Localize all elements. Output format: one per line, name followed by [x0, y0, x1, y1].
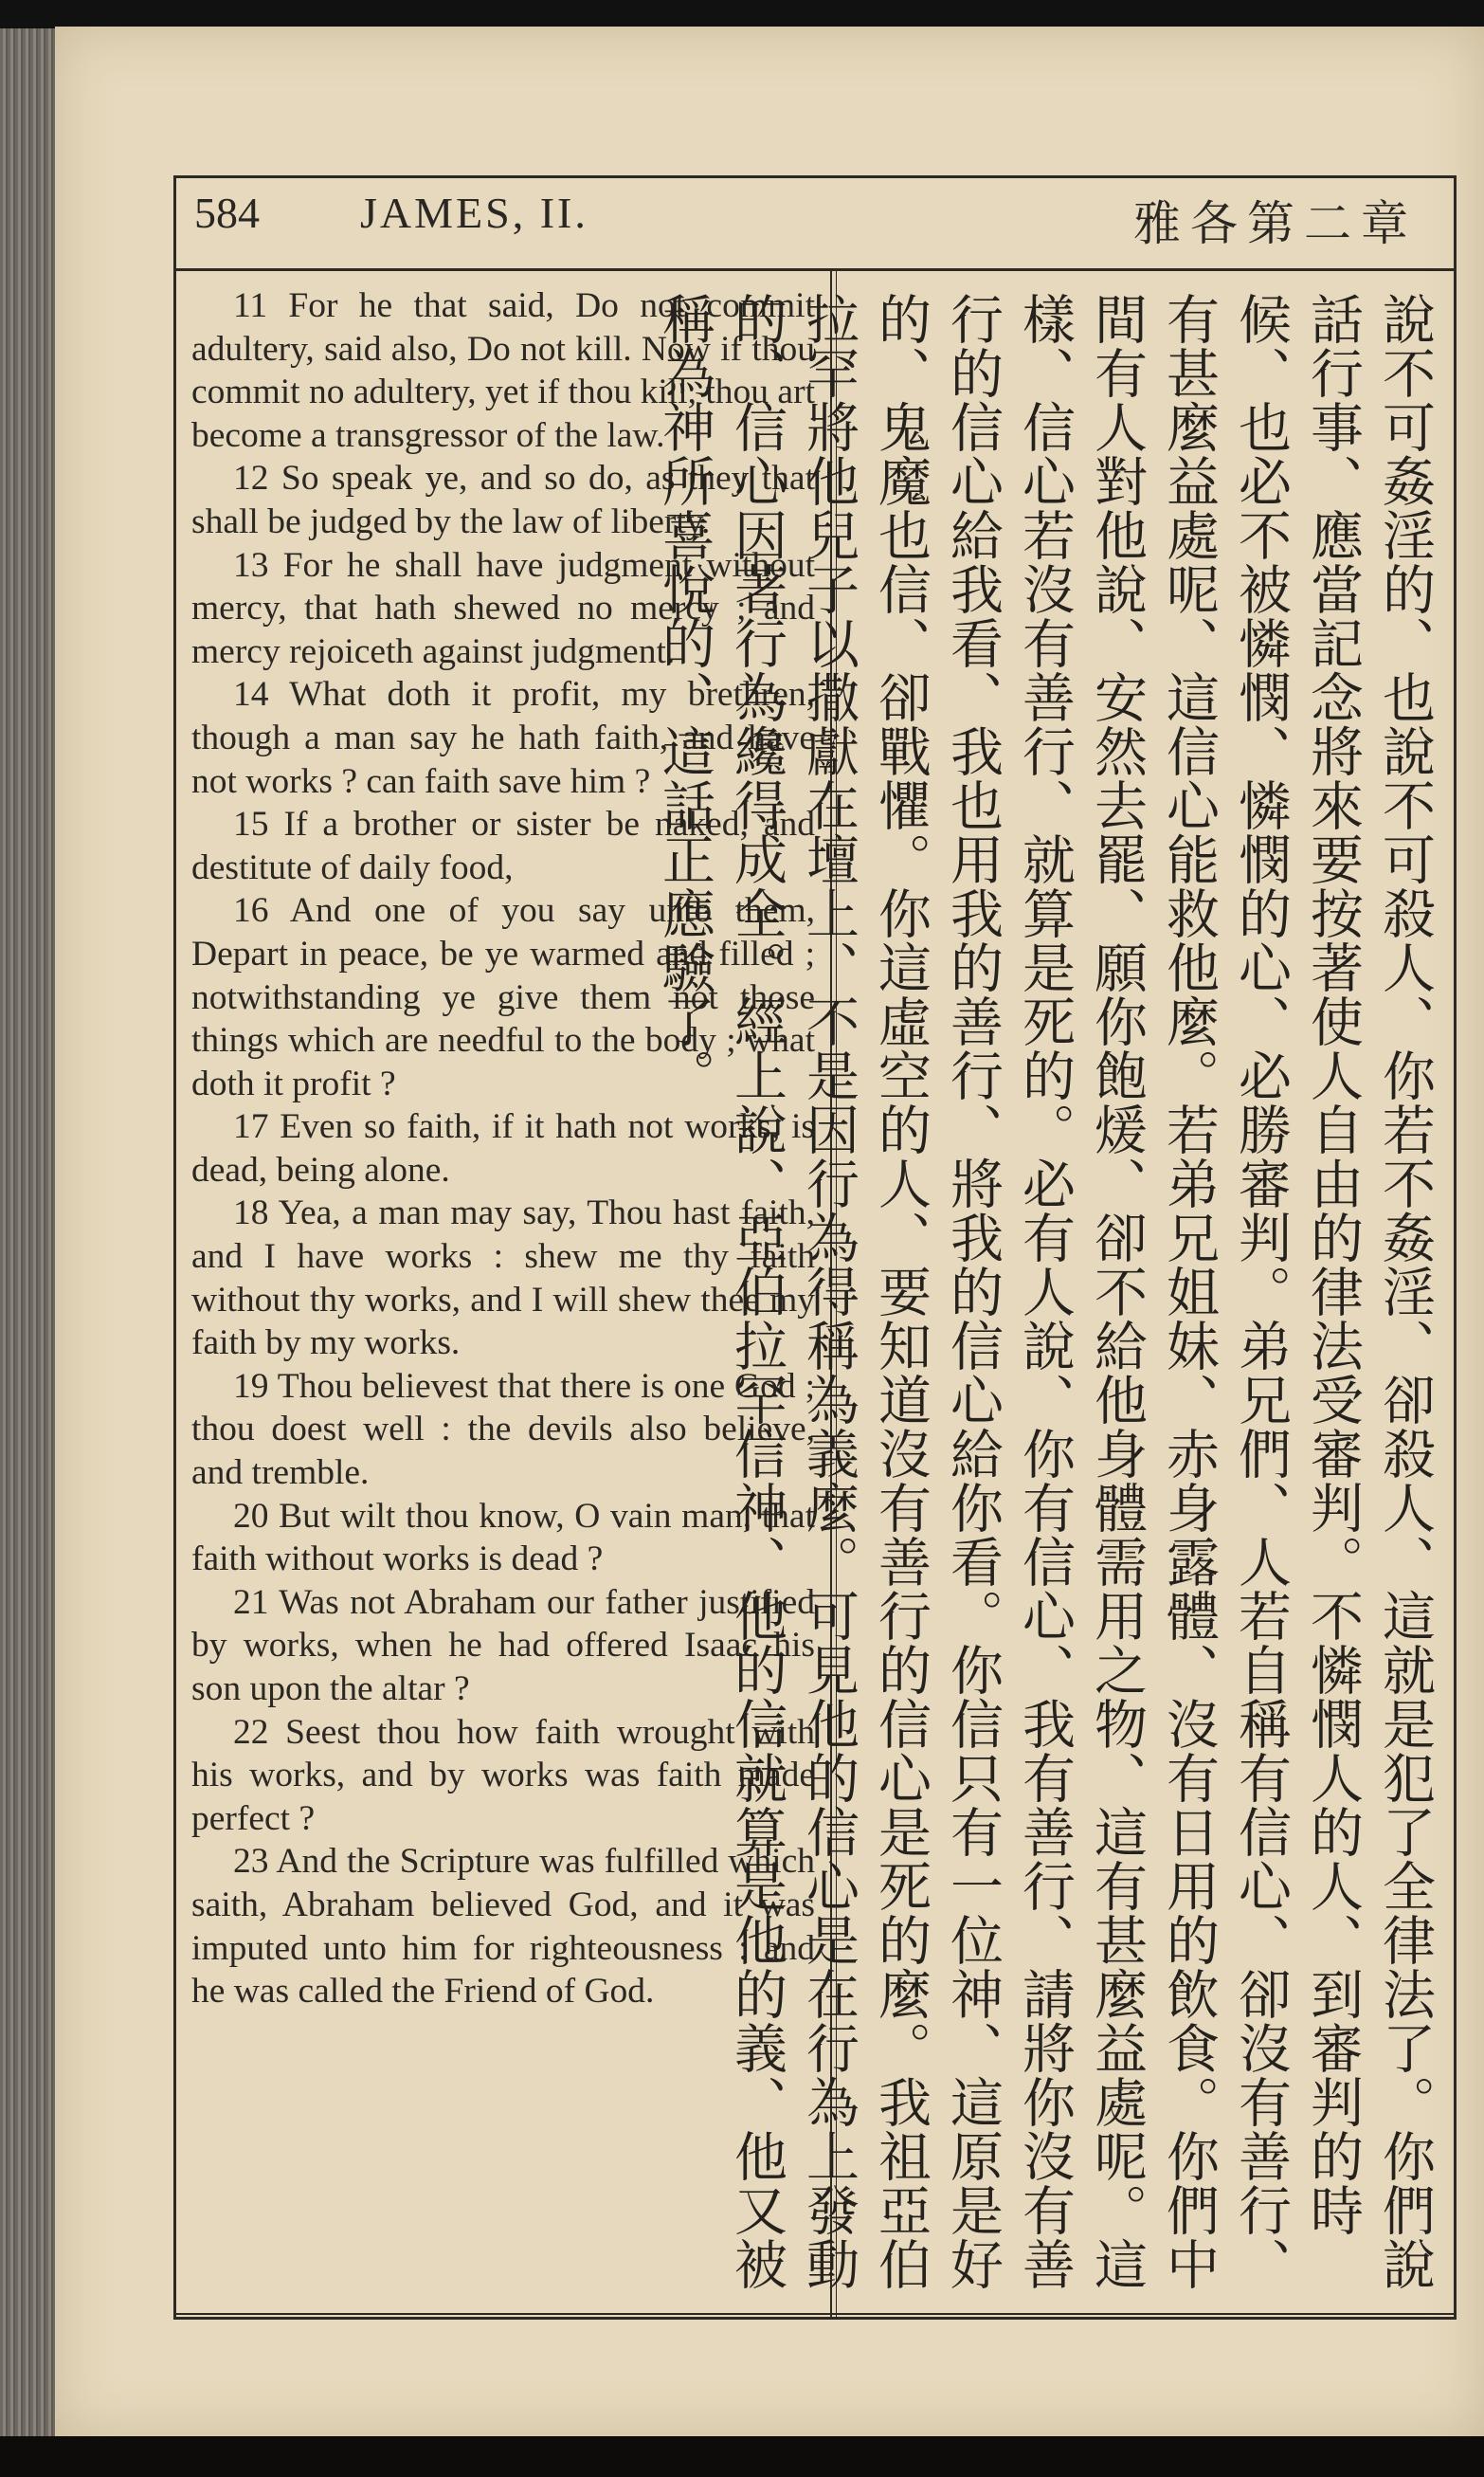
- verse-20: 20 But wilt thou know, O vain man, that faith without works is dead ?: [191, 1496, 815, 1579]
- header-rule: [173, 268, 1457, 271]
- scan-bottom-border: [0, 2436, 1484, 2477]
- verse-21: 21 Was not Abraham our father justified by works, when he had offered Isaac his son upon the altar ?: [191, 1582, 815, 1708]
- chinese-text: 說不可姦淫的、也說不可殺人、你若不姦淫、卻殺人、這就是犯了全律法了。你們說話行事、應當記念將來要按著使人自由的律法受審判。不憐憫人的人、到審判的時候、也必不被憐憫、憐憫的心、必勝審判。弟兄們、人若自稱有信心、卻沒有善行、有甚麼益處呢、這信心能救他麼。若弟兄姐妹、赤身露體、沒有日用的飲食。你們中間有人對他說、安然去罷、願你飽煖、卻不給他身體需用之物、這有甚麼益處呢。這樣、信心若沒有善行、就算是死的。必有人說、你有信心、我有善行、請將你沒有善行的信心給我看、我也用我的善行、將我的信心給你看。你信只有一位神、這原是好的、鬼魔也信、卻戰懼。你這虛空的人、要知道沒有善行的信心是死的麼。我祖亞伯拉罕將他兒子以撒獻在壇上、不是因行為得稱為義麼。可見他的信心是在行為上發動的、信心因著行為纔得成全。經上說、亞伯拉罕信神、他的信就算是他的義、他又被稱為神所喜悅的、這話正應驗了。: [654, 292, 1436, 2291]
- verse-14: 14 What doth it profit, my brethren, though a man say he hath faith, and have not works ? can faith save him ?: [191, 675, 815, 801]
- chinese-column: [654, 292, 1440, 2302]
- verse-12: 12 So speak ye, and so do, as they that shall be judged by the law of liberty.: [191, 459, 815, 541]
- verse-16: 16 And one of you say unto them, Depart in peace, be ye warmed and filled ; notwithstanding ye give them not those things which are needful to the body ; what doth it profit ?: [191, 891, 815, 1103]
- verse-15: 15 If a brother or sister be naked, and destitute of daily food,: [191, 805, 815, 887]
- verse-22: 22 Seest thou how faith wrought with his works, and by works was faith made perfect ?: [191, 1712, 815, 1838]
- book-page-edges: [0, 28, 59, 2436]
- verse-18: 18 Yea, a man may say, Thou hast faith, and I have works : shew me thy faith without thy works, and I will shew thee my faith by my works.: [191, 1193, 815, 1363]
- running-head: JAMES, II.: [360, 189, 588, 237]
- verse-19: 19 Thou believest that there is one God ; thou doest well : the devils also believe, and tremble.: [191, 1366, 815, 1493]
- verse-11: 11 For he that said, Do not commit adultery, said also, Do not kill. Now if thou commit no adultery, yet if thou kill, thou art become a transgressor of the law.: [191, 286, 815, 455]
- chinese-running-head: 雅各第二章: [1133, 196, 1418, 251]
- page-number: 584: [194, 189, 260, 237]
- verse-17: 17 Even so faith, if it hath not works, is dead, being alone.: [191, 1107, 815, 1190]
- verse-13: 13 For he shall have judgment without mercy, that hath shewed no mercy ; and mercy rejoiceth against judgment.: [191, 545, 815, 671]
- verse-23: 23 And the Scripture was fulfilled which saith, Abraham believed God, and it was imputed unto him for righteousness : and he was called the Friend of God.: [191, 1842, 815, 2012]
- bottom-rule: [173, 2313, 1457, 2315]
